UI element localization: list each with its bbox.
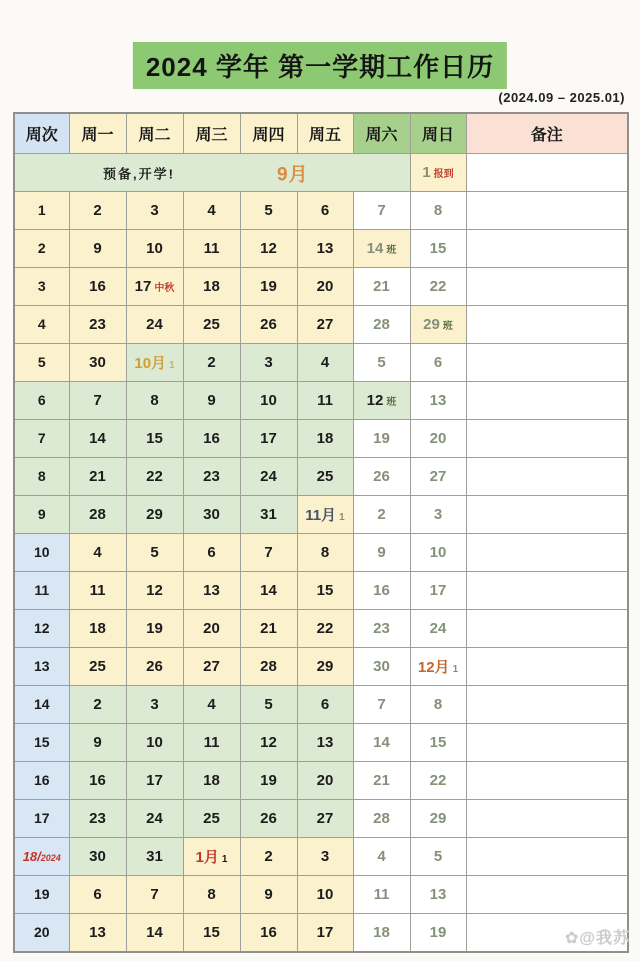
day-cell: 31	[240, 496, 297, 534]
week-row-1	[14, 192, 628, 230]
day-cell: 14	[353, 724, 410, 762]
day-cell: 3	[240, 344, 297, 382]
header-notes: 备注	[466, 113, 628, 154]
day-cell: 10	[126, 724, 183, 762]
day-cell: 6	[183, 534, 240, 572]
week-row-4	[14, 306, 628, 344]
day-cell: 9	[183, 382, 240, 420]
day-cell: 26	[240, 800, 297, 838]
day-cell: 24	[126, 800, 183, 838]
header-wednesday: 周三	[183, 113, 240, 154]
day-cell: 28	[240, 648, 297, 686]
week-number-cell: 6	[14, 382, 69, 420]
day-cell: 2	[69, 686, 126, 724]
note-cell	[466, 382, 628, 420]
note-cell	[466, 496, 628, 534]
week-number-cell: 3	[14, 268, 69, 306]
day-cell: 2	[353, 496, 410, 534]
day-cell: 7	[240, 534, 297, 572]
week-row-8	[14, 458, 628, 496]
day-cell: 18	[297, 420, 353, 458]
day-cell: 8	[126, 382, 183, 420]
day-cell: 7	[353, 686, 410, 724]
day-cell: 22	[410, 762, 466, 800]
day-cell: 11月 1	[297, 496, 353, 534]
day-cell: 7	[69, 382, 126, 420]
note-cell	[466, 458, 628, 496]
september-start-row	[14, 154, 628, 192]
day-cell: 25	[69, 648, 126, 686]
day-cell: 24	[410, 610, 466, 648]
day-cell: 29 班	[410, 306, 466, 344]
day-cell: 17 中秋	[126, 268, 183, 306]
day-cell: 17	[126, 762, 183, 800]
day-cell: 20	[410, 420, 466, 458]
day-cell: 19	[353, 420, 410, 458]
handwritten-note: 预备,开学!	[103, 166, 175, 181]
day-cell: 27	[410, 458, 466, 496]
day-cell: 30	[69, 838, 126, 876]
day-cell: 16	[183, 420, 240, 458]
day-cell: 30	[183, 496, 240, 534]
day-cell: 3	[297, 838, 353, 876]
day-cell: 8	[183, 876, 240, 914]
note-cell	[466, 192, 628, 230]
header-saturday: 周六	[353, 113, 410, 154]
day-cell: 24	[240, 458, 297, 496]
day-cell: 12	[240, 230, 297, 268]
day-cell: 25	[297, 458, 353, 496]
header-week-number: 周次	[14, 113, 69, 154]
day-cell: 6	[69, 876, 126, 914]
week-row-7	[14, 420, 628, 458]
day-cell: 15	[297, 572, 353, 610]
header-sunday: 周日	[410, 113, 466, 154]
day-cell: 23	[183, 458, 240, 496]
note-cell	[466, 800, 628, 838]
day-cell: 3	[126, 686, 183, 724]
week-row-13	[14, 648, 628, 686]
day-cell: 27	[297, 800, 353, 838]
day-cell: 28	[353, 306, 410, 344]
day-cell: 5	[126, 534, 183, 572]
week-number-cell: 15	[14, 724, 69, 762]
day-cell: 29	[297, 648, 353, 686]
day-cell: 10	[297, 876, 353, 914]
note-cell	[466, 268, 628, 306]
day-cell: 11	[297, 382, 353, 420]
note-cell	[466, 648, 628, 686]
header-friday: 周五	[297, 113, 353, 154]
day-cell: 8	[410, 686, 466, 724]
day-cell: 22	[297, 610, 353, 648]
day-cell: 20	[297, 762, 353, 800]
day-cell: 15	[126, 420, 183, 458]
day-cell: 16	[353, 572, 410, 610]
day-cell: 10	[126, 230, 183, 268]
week-row-15	[14, 724, 628, 762]
week-row-17	[14, 800, 628, 838]
day-cell: 10	[240, 382, 297, 420]
day-cell: 28	[69, 496, 126, 534]
week-row-10	[14, 534, 628, 572]
day-cell: 6	[410, 344, 466, 382]
note-cell	[466, 420, 628, 458]
week-row-14	[14, 686, 628, 724]
week-number-cell: 11	[14, 572, 69, 610]
day-cell: 13	[410, 876, 466, 914]
day-cell: 27	[183, 648, 240, 686]
week-row-19	[14, 876, 628, 914]
week-number-cell: 8	[14, 458, 69, 496]
week-row-9	[14, 496, 628, 534]
week-number-cell: 5	[14, 344, 69, 382]
day-cell: 22	[126, 458, 183, 496]
day-cell: 6	[297, 686, 353, 724]
day-cell: 6	[297, 192, 353, 230]
day-cell: 4	[69, 534, 126, 572]
day-cell: 11	[353, 876, 410, 914]
day-cell: 24	[126, 306, 183, 344]
week-number-cell: 4	[14, 306, 69, 344]
day-cell: 25	[183, 800, 240, 838]
day-cell: 11	[69, 572, 126, 610]
sept1-registration-cell: 1 报到	[410, 154, 466, 192]
note-cell	[466, 534, 628, 572]
week-row-18	[14, 838, 628, 876]
day-cell: 4	[183, 686, 240, 724]
day-cell: 14	[240, 572, 297, 610]
day-cell: 21	[353, 268, 410, 306]
day-cell: 15	[183, 914, 240, 953]
note-cell	[466, 306, 628, 344]
week-number-cell: 14	[14, 686, 69, 724]
day-cell: 21	[240, 610, 297, 648]
day-cell: 26	[126, 648, 183, 686]
note-cell	[466, 230, 628, 268]
day-cell: 17	[240, 420, 297, 458]
date-range-subtitle: (2024.09 – 2025.01)	[498, 90, 625, 105]
day-cell: 9	[240, 876, 297, 914]
day-cell: 2	[183, 344, 240, 382]
day-cell: 11	[183, 230, 240, 268]
day-cell: 19	[240, 268, 297, 306]
week-row-5	[14, 344, 628, 382]
september-month-label: 9月	[277, 164, 309, 185]
day-cell: 29	[126, 496, 183, 534]
week-number-cell: 1	[14, 192, 69, 230]
day-cell: 7	[353, 192, 410, 230]
day-cell: 21	[353, 762, 410, 800]
day-cell: 20	[183, 610, 240, 648]
note-cell	[466, 610, 628, 648]
day-cell: 12	[240, 724, 297, 762]
day-cell: 20	[297, 268, 353, 306]
day-cell: 31	[126, 838, 183, 876]
day-cell: 9	[353, 534, 410, 572]
day-cell: 21	[69, 458, 126, 496]
day-cell: 13	[297, 724, 353, 762]
week-row-16	[14, 762, 628, 800]
september-banner-cell	[14, 154, 410, 192]
day-cell: 18	[183, 268, 240, 306]
day-cell: 3	[410, 496, 466, 534]
day-cell: 14	[126, 914, 183, 953]
week-number-cell: 13	[14, 648, 69, 686]
day-cell: 13	[69, 914, 126, 953]
week-row-12	[14, 610, 628, 648]
day-cell: 29	[410, 800, 466, 838]
week-row-6	[14, 382, 628, 420]
day-cell: 16	[69, 762, 126, 800]
day-cell: 19	[126, 610, 183, 648]
note-cell	[466, 686, 628, 724]
week-row-3	[14, 268, 628, 306]
week-number-cell: 12	[14, 610, 69, 648]
day-cell: 12 班	[353, 382, 410, 420]
header-row	[14, 113, 628, 154]
day-cell: 30	[69, 344, 126, 382]
day-cell: 23	[69, 800, 126, 838]
day-cell: 17	[297, 914, 353, 953]
day-cell: 5	[240, 686, 297, 724]
day-cell: 4	[183, 192, 240, 230]
day-cell: 7	[126, 876, 183, 914]
day-cell: 9	[69, 724, 126, 762]
week-number-cell: 19	[14, 876, 69, 914]
day-cell: 9	[69, 230, 126, 268]
week-row-2	[14, 230, 628, 268]
note-cell	[466, 154, 628, 192]
day-cell: 8	[410, 192, 466, 230]
day-cell: 2	[69, 192, 126, 230]
day-cell: 14	[69, 420, 126, 458]
note-cell	[466, 344, 628, 382]
day-cell: 11	[183, 724, 240, 762]
day-cell: 5	[240, 192, 297, 230]
day-cell: 12月 1	[410, 648, 466, 686]
note-cell	[466, 876, 628, 914]
day-cell: 14 班	[353, 230, 410, 268]
day-cell: 13	[183, 572, 240, 610]
week-number-cell: 17	[14, 800, 69, 838]
day-cell: 18	[69, 610, 126, 648]
header-monday: 周一	[69, 113, 126, 154]
calendar-table	[13, 112, 629, 953]
week-number-cell: 20	[14, 914, 69, 953]
day-cell: 4	[353, 838, 410, 876]
day-cell: 30	[353, 648, 410, 686]
day-cell: 4	[297, 344, 353, 382]
week-number-cell: 2	[14, 230, 69, 268]
watermark-logo: ✿@我苏	[564, 930, 630, 947]
day-cell: 15	[410, 724, 466, 762]
day-cell: 25	[183, 306, 240, 344]
day-cell: 23	[69, 306, 126, 344]
day-cell: 10	[410, 534, 466, 572]
day-cell: 19	[240, 762, 297, 800]
note-cell	[466, 572, 628, 610]
note-cell	[466, 838, 628, 876]
week-number-cell: 18/2024	[14, 838, 69, 876]
day-cell: 8	[297, 534, 353, 572]
day-cell: 18	[353, 914, 410, 953]
day-cell: 18	[183, 762, 240, 800]
day-cell: 13	[410, 382, 466, 420]
week-number-cell: 9	[14, 496, 69, 534]
week-row-20	[14, 914, 628, 953]
header-thursday: 周四	[240, 113, 297, 154]
header-tuesday: 周二	[126, 113, 183, 154]
day-cell: 13	[297, 230, 353, 268]
day-cell: 28	[353, 800, 410, 838]
note-cell	[466, 762, 628, 800]
day-cell: 23	[353, 610, 410, 648]
day-cell: 26	[353, 458, 410, 496]
day-cell: 15	[410, 230, 466, 268]
day-cell: 17	[410, 572, 466, 610]
week-number-cell: 7	[14, 420, 69, 458]
day-cell: 19	[410, 914, 466, 953]
week-row-11	[14, 572, 628, 610]
day-cell: 26	[240, 306, 297, 344]
day-cell: 10月 1	[126, 344, 183, 382]
day-cell: 2	[240, 838, 297, 876]
week-number-cell: 16	[14, 762, 69, 800]
day-cell: 12	[126, 572, 183, 610]
day-cell: 22	[410, 268, 466, 306]
note-cell	[466, 724, 628, 762]
day-cell: 27	[297, 306, 353, 344]
day-cell: 5	[353, 344, 410, 382]
day-cell: 16	[240, 914, 297, 953]
day-cell: 3	[126, 192, 183, 230]
page-title: 2024 学年 第一学期工作日历	[133, 42, 507, 89]
day-cell: 5	[410, 838, 466, 876]
day-cell: 1月 1	[183, 838, 240, 876]
day-cell: 16	[69, 268, 126, 306]
week-number-cell: 10	[14, 534, 69, 572]
